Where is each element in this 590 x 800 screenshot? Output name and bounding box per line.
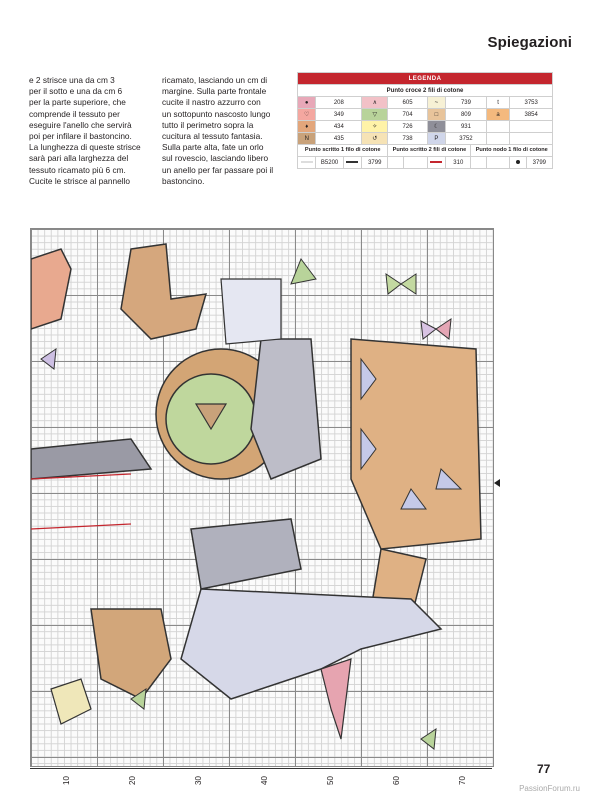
text-line: ricamato, lasciando un cm di	[162, 75, 268, 85]
cross-stitch-chart	[30, 228, 494, 767]
dot-swatch	[516, 160, 520, 164]
symbol-swatch: P	[427, 133, 445, 145]
thread-code: 931	[446, 121, 487, 133]
symbol-swatch: ✧	[362, 121, 388, 133]
thread-code: 435	[316, 133, 362, 145]
text-line: un anello per far passare poi il	[162, 164, 274, 175]
french-knot-title: Punto nodo 1 filo di cotone	[471, 145, 553, 157]
symbol-swatch	[486, 133, 510, 145]
pattern-water	[181, 589, 441, 699]
thread-code: 3753	[510, 97, 553, 109]
thread-code: 605	[388, 97, 427, 109]
legend-table	[297, 72, 553, 169]
text-line: comprende il tessuto per	[29, 108, 120, 119]
text-line: Cucite le strisce al pannello	[29, 175, 130, 186]
axis-number: 50	[325, 776, 335, 785]
page-title: Spiegazioni	[487, 34, 572, 51]
text-line: tutto il perimetro sopra la	[162, 119, 254, 130]
thread-code: 208	[316, 97, 362, 109]
french-knot-sample	[510, 157, 526, 169]
axis-number: 20	[127, 776, 137, 785]
backstitch-sample	[343, 157, 361, 169]
symbol-swatch	[486, 121, 510, 133]
symbol-swatch: □	[427, 109, 445, 121]
line-swatch	[346, 161, 358, 163]
text-line: per la parte superiore, che	[29, 97, 126, 108]
legend-row	[298, 109, 553, 121]
backstitch-sample	[427, 157, 445, 169]
instructions-column-2	[162, 75, 284, 187]
text-line: per il sotto e una da cm 6	[29, 86, 123, 97]
axis-number: 30	[193, 776, 203, 785]
line-swatch	[301, 161, 313, 163]
thread-code: 3752	[446, 133, 487, 145]
symbol-swatch: ▽	[362, 109, 388, 121]
watermark: PassionForum.ru	[519, 784, 580, 793]
symbol-swatch: ♡	[298, 109, 316, 121]
text-line: margine. Sulla parte frontale	[162, 86, 267, 97]
symbol-swatch: ☾	[427, 121, 445, 133]
text-line: e 2 strisce una da cm 3	[29, 75, 115, 85]
thread-code	[510, 133, 553, 145]
instructions-column-1	[29, 75, 159, 187]
thread-code: 3854	[510, 109, 553, 121]
thread-code	[510, 121, 553, 133]
axis-number: 60	[391, 776, 401, 785]
thread-code: 704	[388, 109, 427, 121]
symbol-swatch: ~	[427, 97, 445, 109]
text-line: eseguire l'anello che servirà	[29, 119, 132, 130]
thread-code: B5200	[316, 157, 343, 169]
pattern-animal-head	[121, 244, 206, 339]
pattern-left-shape	[31, 249, 71, 329]
pattern-red-lines	[31, 474, 131, 529]
chart-pattern-art	[31, 229, 493, 766]
legend-row	[298, 133, 553, 145]
empty-cell	[486, 157, 510, 169]
pattern-cloud	[221, 279, 281, 344]
pattern-pennant	[321, 659, 351, 739]
text-line: bastoncino.	[162, 175, 205, 186]
cross-stitch-title: Punto croce 2 fili di cotone	[298, 85, 553, 97]
line-swatch	[430, 161, 442, 163]
text-line: poi per infilare il bastoncino.	[29, 131, 132, 142]
legend-title: LEGENDA	[298, 73, 553, 85]
text-line: un sottopunto nascosto lungo	[162, 108, 271, 119]
backstitch-sample	[388, 157, 404, 169]
thread-code: 3799	[526, 157, 552, 169]
backstitch-2-title: Punto scritto 2 fili di cotone	[388, 145, 471, 157]
pattern-flag	[291, 259, 316, 284]
text-line: sarà pari alla larghezza del	[29, 153, 129, 164]
symbol-swatch: N	[298, 133, 316, 145]
backstitch-sample	[298, 157, 316, 169]
legend-row	[298, 97, 553, 109]
axis-number: 70	[457, 776, 467, 785]
thread-code: 310	[446, 157, 471, 169]
backstitch-1-title: Punto scritto 1 filo di cotone	[298, 145, 388, 157]
empty-cell	[471, 157, 486, 169]
symbol-swatch: a	[486, 109, 510, 121]
text-line: cucite il nastro azzurro con	[162, 97, 261, 108]
axis-number: 40	[259, 776, 269, 785]
thread-code: 3799	[362, 157, 388, 169]
pattern-gray-rock	[191, 519, 301, 589]
thread-code: 809	[446, 109, 487, 121]
symbol-swatch: ●	[298, 97, 316, 109]
pattern-left-gray	[31, 439, 151, 479]
symbol-swatch: ↺	[362, 133, 388, 145]
empty-cell	[404, 157, 428, 169]
text-line: La lunghezza di queste strisce	[29, 142, 141, 153]
pattern-bear	[91, 609, 171, 699]
legend-rows	[298, 97, 553, 145]
page-number: 77	[537, 762, 551, 776]
text-line: sul rovescio, lasciando libero	[162, 153, 269, 164]
symbol-swatch: ∧	[362, 97, 388, 109]
legend-row	[298, 121, 553, 133]
thread-code: 726	[388, 121, 427, 133]
center-marker-icon	[494, 479, 500, 487]
text-line: tessuto ricamato più 6 cm.	[29, 164, 126, 175]
symbol-swatch: ♦	[298, 121, 316, 133]
thread-code: 738	[388, 133, 427, 145]
text-line: Sulla parte alta, fate un orlo	[162, 142, 264, 153]
thread-code: 739	[446, 97, 487, 109]
pattern-flower	[51, 679, 91, 724]
axis-number: 10	[61, 776, 71, 785]
symbol-swatch: t	[486, 97, 510, 109]
chart-axis	[30, 768, 492, 769]
text-line: cucitura al tessuto fantasia.	[162, 131, 263, 142]
thread-code: 349	[316, 109, 362, 121]
thread-code: 434	[316, 121, 362, 133]
